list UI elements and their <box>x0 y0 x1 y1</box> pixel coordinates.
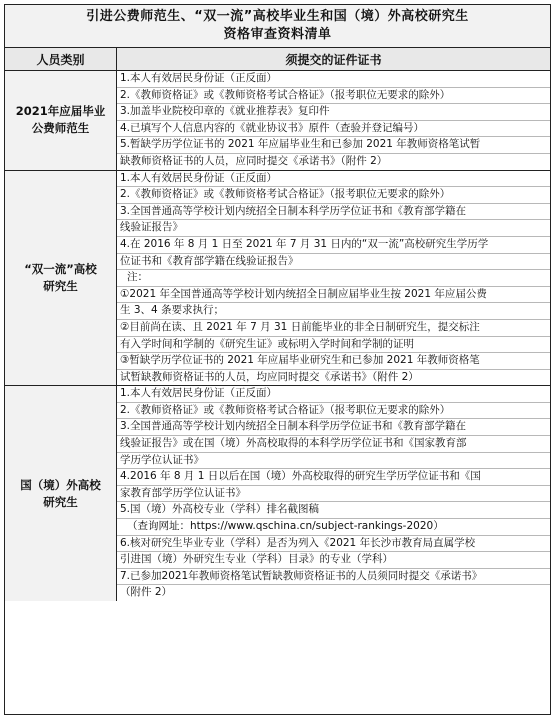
document-line: 3.全国普通高等学校计划内统招全日制本科学历学位证书和《教育部学籍在 <box>117 419 550 436</box>
document-line: 线验证报告》 <box>117 220 550 237</box>
category-label: 2021年应届毕业 <box>15 104 106 119</box>
document-line: 3.全国普通高等学校计划内统招全日制本科学历学位证书和《教育部学籍在 <box>117 204 550 221</box>
title-line-2: 资格审查资料清单 <box>223 27 332 42</box>
document-line: 引进国（境）外研究生专业（学科）目录》的专业（学科） <box>117 552 550 569</box>
category-label: “双一流”高校 <box>24 261 97 276</box>
document-line: 1.本人有效居民身份证（正反面） <box>117 171 550 188</box>
document-line: 有入学时间和学制的《研究生证》或标明入学时间和学制的证明 <box>117 337 550 354</box>
document-line: 6.核对研究生毕业专业（学科）是否为列入《2021 年长沙市教育局直属学校 <box>117 536 550 553</box>
document-line: ①2021 年全国普通高等学校计划内统招全日制应届毕业生按 2021 年应届公费 <box>117 287 550 304</box>
document-line: 缺教师资格证书的人员，应同时提交《承诺书》（附件 2） <box>120 154 388 167</box>
category-cell <box>5 171 117 386</box>
category-label: 公费师范生 <box>31 121 90 136</box>
document-line: 4.已填写个人信息内容的《就业协议书》原件（查验并登记编号） <box>117 121 550 138</box>
document-line: 2.《教师资格证》或《教师资格考试合格证》（报考职位无要求的除外） <box>117 88 550 105</box>
documents-cell <box>117 171 550 386</box>
document-line: 注： <box>117 270 550 287</box>
table-row <box>5 171 550 387</box>
document-line: 家教育部学历学位认证书》 <box>117 486 550 503</box>
document-line: 5.国（境）外高校专业（学科）排名截图稿 <box>117 502 550 519</box>
table-title <box>5 5 550 48</box>
documents-cell <box>117 71 550 170</box>
document-line: 4.在 2016 年 8 月 1 日至 2021 年 7 月 31 日内的“双一流”高校研究生学历学 <box>117 237 550 254</box>
document-line: （附件 2） <box>120 586 173 599</box>
qualification-review-table <box>4 4 551 715</box>
table-row <box>5 386 550 601</box>
document-line: 1.本人有效居民身份证（正反面） <box>117 71 550 88</box>
document-line: 试暂缺教师资格证书的人员，均应同时提交《承诺书》（附件 2） <box>120 370 419 383</box>
document-line: 2.《教师资格证》或《教师资格考试合格证》（报考职位无要求的除外） <box>117 187 550 204</box>
table-body <box>5 71 550 601</box>
documents-cell <box>117 386 550 601</box>
document-line: ②目前尚在读、且 2021 年 7 月 31 日前能毕业的非全日制研究生，提交标注 <box>117 320 550 337</box>
category-cell <box>5 71 117 170</box>
document-line: （查询网址：https://www.qschina.cn/subject-rankings-2020） <box>117 519 550 536</box>
document-line: 2.《教师资格证》或《教师资格考试合格证》（报考职位无要求的除外） <box>117 403 550 420</box>
document-line: 学历学位认证书》 <box>117 453 550 470</box>
document-line: 5.暂缺学历学位证书的 2021 年应届毕业生和已参加 2021 年教师资格笔试暂 <box>117 137 550 154</box>
header-category: 人员类别 <box>5 48 117 70</box>
document-line: 生 3、4 条要求执行； <box>117 303 550 320</box>
document-line: 线验证报告》或在国（境）外高校取得的本科学历学位证书和《国家教育部 <box>117 436 550 453</box>
category-label: 研究生 <box>43 278 78 293</box>
category-label: 国（境）外高校 <box>20 477 101 492</box>
category-label: 研究生 <box>43 494 78 509</box>
document-line: 4.2016 年 8 月 1 日以后在国（境）外高校取得的研究生学历学位证书和《国 <box>117 469 550 486</box>
document-line: 3.加盖毕业院校印章的《就业推荐表》复印件 <box>117 104 550 121</box>
document-line: 1.本人有效居民身份证（正反面） <box>117 386 550 403</box>
header-documents: 须提交的证件证书 <box>285 52 382 67</box>
table-header <box>5 48 550 71</box>
table-row <box>5 71 550 171</box>
document-line: 位证书和《教育部学籍在线验证报告》 <box>117 254 550 271</box>
document-line: 7.已参加2021年教师资格笔试暂缺教师资格证书的人员须同时提交《承诺书》 <box>117 569 550 586</box>
document-line: ③暂缺学历学位证书的 2021 年应届毕业研究生和已参加 2021 年教师资格笔 <box>117 353 550 370</box>
title-line-1: 引进公费师范生、“双一流”高校毕业生和国（境）外高校研究生 <box>86 9 469 24</box>
category-cell <box>5 386 117 601</box>
